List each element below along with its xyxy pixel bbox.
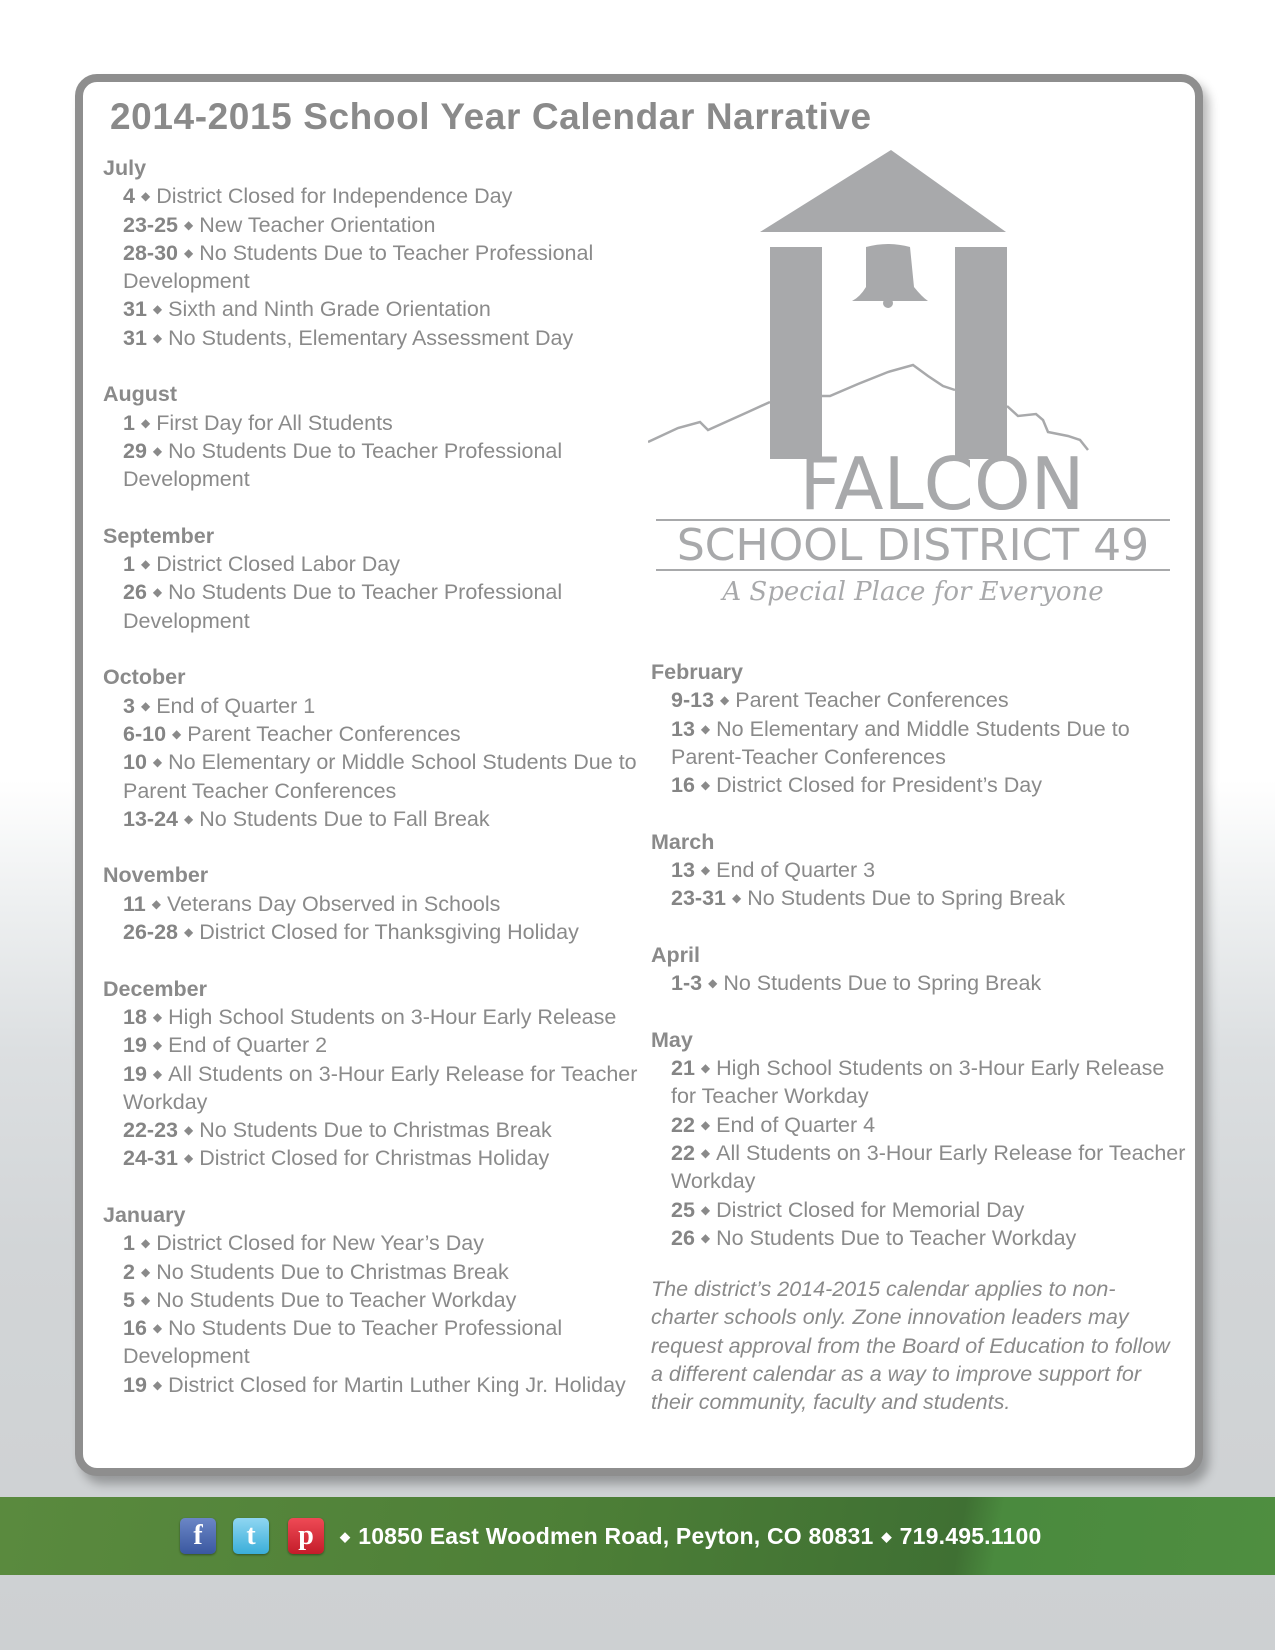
- event-date: 31: [123, 297, 147, 322]
- event-date: 10: [123, 750, 147, 775]
- event-description: No Students Due to Christmas Break: [156, 1259, 509, 1284]
- calendar-event: [103, 324, 643, 352]
- diamond-bullet-icon: ◆: [140, 1264, 151, 1279]
- calendar-event: [103, 720, 643, 748]
- bell-tower-mountain-icon: [648, 150, 1178, 640]
- event-date: 19: [123, 1372, 147, 1397]
- calendar-event: [103, 182, 643, 210]
- event-description: No Students Due to Teacher Workday: [156, 1287, 517, 1312]
- calendar-event: [103, 1003, 643, 1031]
- diamond-bullet-icon: ◆: [700, 863, 711, 878]
- event-description: No Students Due to Teacher Professional Development: [123, 240, 594, 294]
- event-description: No Students Due to Spring Break: [747, 886, 1066, 911]
- event-description: Parent Teacher Conferences: [187, 721, 461, 746]
- diamond-bullet-icon: ◆: [184, 217, 194, 232]
- calendar-event: [651, 715, 1191, 772]
- month-section-august: [103, 380, 643, 493]
- diamond-bullet-icon: ◆: [700, 1061, 711, 1076]
- calendar-event: [103, 1371, 643, 1399]
- diamond-bullet-icon: ◆: [700, 1230, 711, 1245]
- event-date: 16: [123, 1316, 147, 1341]
- month-heading: March: [651, 829, 715, 854]
- address-text: 10850 East Woodmen Road, Peyton, CO 80831: [358, 1523, 874, 1549]
- month-heading: August: [103, 382, 178, 407]
- month-section-november: [103, 861, 643, 946]
- calendar-event: [103, 1031, 643, 1059]
- calendar-event: [103, 409, 643, 437]
- calendar-event: [103, 692, 643, 720]
- event-date: 22: [671, 1141, 695, 1166]
- page-title: 2014-2015 School Year Calendar Narrative: [110, 96, 872, 137]
- event-description: No Students Due to Teacher Professional Development: [123, 1316, 563, 1369]
- month-heading: November: [103, 863, 209, 888]
- separator-icon: ◆: [881, 1529, 892, 1544]
- diamond-bullet-icon: ◆: [732, 891, 742, 906]
- event-description: No Elementary and Middle Students Due to Parent-Teacher Conferences: [671, 716, 1130, 769]
- calendar-event: [103, 890, 643, 918]
- diamond-bullet-icon: ◆: [720, 693, 730, 708]
- event-description: District Closed for President’s Day: [716, 773, 1042, 798]
- diamond-bullet-icon: ◆: [140, 1292, 151, 1307]
- facebook-icon[interactable]: f: [180, 1518, 216, 1554]
- event-date: 19: [123, 1033, 147, 1058]
- event-description: High School Students on 3-Hour Early Release: [168, 1004, 617, 1029]
- event-date: 16: [671, 773, 695, 798]
- calendar-event: [103, 1314, 643, 1371]
- diamond-bullet-icon: ◆: [152, 1009, 163, 1024]
- event-description: No Students, Elementary Assessment Day: [168, 325, 574, 350]
- event-description: First Day for All Students: [156, 410, 393, 435]
- event-description: District Closed for Independence Day: [156, 184, 513, 209]
- diamond-bullet-icon: ◆: [700, 721, 711, 736]
- event-date: 1: [123, 410, 135, 435]
- event-description: No Students Due to Teacher Workday: [716, 1225, 1077, 1250]
- calendar-event: [651, 771, 1191, 799]
- event-date: 11: [123, 891, 146, 916]
- diamond-bullet-icon: ◆: [708, 976, 718, 991]
- event-date: 4: [123, 184, 135, 209]
- event-date: 26: [123, 580, 147, 605]
- month-section-february: [651, 658, 1191, 799]
- event-description: No Students Due to Spring Break: [723, 971, 1042, 996]
- calendar-note: The district’s 2014-2015 calendar applies to non-charter schools only. Zone innovation leaders may request approval from the Board of Education to follow a different calendar as a way to improve support for their community, faculty and students.: [651, 1277, 1170, 1415]
- event-date: 26: [671, 1225, 695, 1250]
- calendar-event: [103, 1286, 643, 1314]
- calendar-event: [103, 1116, 643, 1144]
- month-heading: October: [103, 665, 186, 690]
- event-date: 23-31: [671, 886, 726, 911]
- event-date: 1-3: [671, 971, 703, 996]
- event-description: District Closed for Thanksgiving Holiday: [199, 920, 579, 945]
- event-date: 2: [123, 1259, 135, 1284]
- diamond-bullet-icon: ◆: [700, 1202, 711, 1217]
- left-column: [103, 154, 643, 1427]
- event-description: Sixth and Ninth Grade Orientation: [168, 297, 491, 322]
- calendar-event: [103, 805, 643, 833]
- right-column: [651, 658, 1191, 1281]
- event-date: 23-25: [123, 212, 178, 237]
- event-description: District Closed for New Year’s Day: [156, 1231, 485, 1256]
- diamond-bullet-icon: ◆: [700, 1117, 711, 1132]
- diamond-bullet-icon: ◆: [152, 302, 163, 317]
- event-date: 13-24: [123, 806, 178, 831]
- event-description: Veterans Day Observed in Schools: [166, 891, 501, 916]
- calendar-event: [103, 239, 643, 296]
- event-date: 22-23: [123, 1118, 178, 1143]
- separator-icon: ◆: [340, 1529, 351, 1544]
- month-heading: September: [103, 523, 215, 548]
- event-date: 18: [123, 1004, 147, 1029]
- footer-bar: [0, 1497, 1275, 1575]
- svg-text:FALCON: FALCON: [799, 442, 1085, 526]
- event-description: District Closed for Martin Luther King Jr. Holiday: [168, 1372, 626, 1397]
- month-section-april: [651, 941, 1191, 998]
- calendar-event: [103, 295, 643, 323]
- diamond-bullet-icon: ◆: [152, 1066, 163, 1081]
- event-date: 25: [671, 1197, 695, 1222]
- event-date: 28-30: [123, 240, 178, 265]
- event-date: 13: [671, 858, 695, 883]
- contact-info: [340, 1519, 1041, 1554]
- event-description: District Closed for Memorial Day: [716, 1197, 1025, 1222]
- calendar-event: [651, 1224, 1191, 1252]
- diamond-bullet-icon: ◆: [140, 189, 151, 204]
- diamond-bullet-icon: ◆: [140, 1236, 151, 1251]
- calendar-event: [103, 437, 643, 494]
- event-description: No Students Due to Fall Break: [199, 806, 490, 831]
- event-date: 3: [123, 693, 135, 718]
- diamond-bullet-icon: ◆: [184, 811, 194, 826]
- calendar-event: [103, 1060, 643, 1117]
- diamond-bullet-icon: ◆: [152, 330, 163, 345]
- calendar-event: [103, 1229, 643, 1257]
- event-date: 1: [123, 552, 135, 577]
- event-description: District Closed for Christmas Holiday: [199, 1146, 550, 1171]
- event-description: No Elementary or Middle School Students Due to Parent Teacher Conferences: [123, 750, 637, 803]
- diamond-bullet-icon: ◆: [700, 778, 711, 793]
- diamond-bullet-icon: ◆: [140, 415, 151, 430]
- event-description: Parent Teacher Conferences: [735, 688, 1009, 713]
- month-heading: April: [651, 942, 700, 967]
- month-section-july: [103, 154, 643, 352]
- calendar-event: [103, 1144, 643, 1172]
- event-date: 21: [671, 1056, 695, 1081]
- event-description: End of Quarter 3: [716, 858, 876, 883]
- diamond-bullet-icon: ◆: [152, 1038, 163, 1053]
- diamond-bullet-icon: ◆: [152, 585, 163, 600]
- month-heading: January: [103, 1202, 186, 1227]
- calendar-event: [651, 686, 1191, 714]
- calendar-event: [651, 856, 1191, 884]
- event-description: All Students on 3-Hour Early Release for Teacher Workday: [123, 1061, 638, 1114]
- event-description: No Students Due to Teacher Professional Development: [123, 580, 563, 633]
- calendar-event: [651, 1111, 1191, 1139]
- calendar-event: [651, 1196, 1191, 1224]
- diamond-bullet-icon: ◆: [152, 1377, 163, 1392]
- phone-text: 719.495.1100: [899, 1523, 1042, 1549]
- diamond-bullet-icon: ◆: [152, 755, 163, 770]
- event-date: 31: [123, 325, 147, 350]
- event-date: 5: [123, 1287, 135, 1312]
- calendar-event: [651, 969, 1191, 997]
- diamond-bullet-icon: ◆: [172, 726, 182, 741]
- event-date: 29: [123, 438, 147, 463]
- event-description: End of Quarter 4: [716, 1112, 876, 1137]
- diamond-bullet-icon: ◆: [140, 698, 151, 713]
- event-description: End of Quarter 1: [156, 693, 316, 718]
- calendar-event: [651, 884, 1191, 912]
- diamond-bullet-icon: ◆: [184, 245, 194, 260]
- month-section-december: [103, 975, 643, 1173]
- month-section-march: [651, 828, 1191, 913]
- event-description: High School Students on 3-Hour Early Release for Teacher Workday: [671, 1056, 1165, 1109]
- svg-text:A Special Place for Everyone: A Special Place for Everyone: [722, 577, 1104, 607]
- event-description: No Students Due to Teacher Professional Development: [123, 438, 563, 492]
- calendar-event: [651, 1054, 1191, 1111]
- calendar-event: [103, 918, 643, 946]
- falcon-district-logo: [648, 150, 1178, 640]
- calendar-event: [103, 550, 643, 578]
- calendar-event: [103, 1258, 643, 1286]
- calendar-event: [103, 211, 643, 239]
- calendar-event: [651, 1139, 1191, 1196]
- event-date: 22: [671, 1112, 695, 1137]
- diamond-bullet-icon: ◆: [152, 1321, 163, 1336]
- twitter-icon[interactable]: t: [233, 1518, 269, 1554]
- month-section-may: [651, 1026, 1191, 1252]
- month-heading: February: [651, 660, 744, 684]
- event-description: District Closed Labor Day: [156, 552, 400, 577]
- diamond-bullet-icon: ◆: [151, 896, 161, 911]
- event-date: 26-28: [123, 920, 178, 945]
- diamond-bullet-icon: ◆: [152, 443, 163, 458]
- event-description: New Teacher Orientation: [199, 212, 436, 237]
- pinterest-icon[interactable]: p: [288, 1518, 324, 1554]
- diamond-bullet-icon: ◆: [184, 925, 194, 940]
- diamond-bullet-icon: ◆: [184, 1151, 194, 1166]
- diamond-bullet-icon: ◆: [140, 557, 151, 572]
- month-section-october: [103, 663, 643, 833]
- month-heading: December: [103, 976, 207, 1001]
- event-date: 9-13: [671, 688, 715, 713]
- month-section-january: [103, 1201, 643, 1399]
- event-date: 24-31: [123, 1146, 178, 1171]
- month-heading: July: [103, 156, 147, 180]
- event-description: End of Quarter 2: [168, 1033, 328, 1058]
- event-description: No Students Due to Christmas Break: [199, 1118, 552, 1143]
- event-date: 1: [123, 1231, 135, 1256]
- month-section-september: [103, 522, 643, 635]
- event-date: 13: [671, 716, 695, 741]
- calendar-event: [103, 578, 643, 635]
- diamond-bullet-icon: ◆: [700, 1146, 711, 1161]
- diamond-bullet-icon: ◆: [184, 1123, 194, 1138]
- svg-text:SCHOOL DISTRICT 49: SCHOOL DISTRICT 49: [676, 520, 1150, 571]
- month-heading: May: [651, 1027, 693, 1052]
- event-description: All Students on 3-Hour Early Release for Teacher Workday: [671, 1141, 1186, 1194]
- event-date: 6-10: [123, 721, 167, 746]
- event-date: 19: [123, 1061, 147, 1086]
- calendar-event: [103, 748, 643, 805]
